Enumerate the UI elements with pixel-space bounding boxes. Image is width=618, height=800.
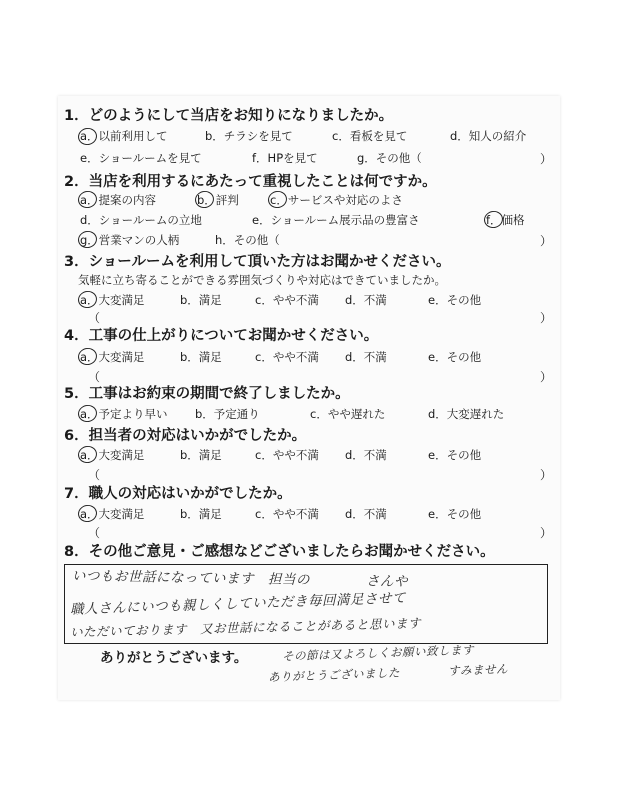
q1-option-a: a．以前利用して [80,129,168,143]
question-5-title: 5．工事はお約束の期間で終了しましたか。 [64,386,350,402]
q1-option-f: f．HPを見て [252,151,318,165]
q3-option-d: d．不満 [345,293,387,307]
handwritten-comment-line-1: いつもお世話になっています 担当の さんや [71,568,409,590]
question-8-title: 8．その他ご意見・ご感想などございましたらお聞かせください。 [64,544,495,560]
q1-option-d: d．知人の紹介 [450,129,527,143]
q7-option-e: e．その他 [428,507,482,521]
handwritten-comment-line-3: いただいております 又お世話になることがあると思います [69,615,422,640]
q2-option-f: f．価格 [486,213,525,227]
q5-option-d: d．大変遅れた [428,407,505,421]
q2-option-g: g．営業マンの人柄 [80,233,180,247]
q6-option-c: c．やや不満 [255,448,319,462]
close-paren: ） [540,311,553,325]
question-6-title: 6．担当者の対応はいかがでしたか。 [64,428,307,444]
open-paren: （ [88,526,101,540]
question-2-title: 2．当店を利用するにあたって重視したことは何ですか。 [64,174,437,190]
q6-option-a: a．大変満足 [80,448,145,462]
q7-option-c: c．やや不満 [255,507,319,521]
q3-option-a: a．大変満足 [80,293,145,307]
q4-option-d: d．不満 [345,350,387,364]
close-paren: ） [540,468,553,482]
close-paren: ） [540,526,553,540]
q2-option-e: e．ショールーム展示品の豊富さ [252,213,420,227]
thanks-text: ありがとうございます。 [100,650,248,666]
q2-option-c: c．サービスや対応のよさ [270,193,403,207]
q2-option-d: d．ショールームの立地 [80,213,202,227]
question-4-title: 4．工事の仕上がりについてお聞かせください。 [64,328,379,344]
q1-option-g: g．その他（ [357,151,422,165]
question-3-subtitle: 気軽に立ち寄ることができる雰囲気づくりや対応はできていましたか。 [78,273,446,287]
handwritten-comment-line-4: その節は又よろしくお願い致します [281,642,475,664]
handwritten-comment-line-2: 職人さんにいつも親しくしていただき毎回満足させて [69,590,407,618]
q4-option-c: c．やや不満 [255,350,319,364]
q5-option-a: a．予定より早い [80,407,168,421]
q7-option-d: d．不満 [345,507,387,521]
q3-option-c: c．やや不満 [255,293,319,307]
q6-option-e: e．その他 [428,448,482,462]
open-paren: （ [88,468,101,482]
q3-option-e: e．その他 [428,293,482,307]
handwritten-comment-line-5: ありがとうございました すみません [267,661,509,685]
close-paren: ） [540,370,553,384]
q7-option-b: b．満足 [180,507,222,521]
q5-option-c: c．やや遅れた [310,407,386,421]
open-paren: （ [88,311,101,325]
q2-option-a: a．提案の内容 [80,193,157,207]
q2-option-b: b．評判 [197,193,239,207]
q4-option-b: b．満足 [180,350,222,364]
open-paren: （ [88,370,101,384]
q6-option-d: d．不満 [345,448,387,462]
q1-option-b: b．チラシを見て [205,129,293,143]
q2-option-h: h．その他（ [215,233,280,247]
q5-option-b: b．予定通り [195,407,260,421]
q3-option-b: b．満足 [180,293,222,307]
q7-option-a: a．大変満足 [80,507,145,521]
question-1-title: 1．どのようにして当店をお知りになりましたか。 [64,108,394,124]
question-7-title: 7．職人の対応はいかがでしたか。 [64,486,292,502]
close-paren: ） [540,152,553,166]
q4-option-e: e．その他 [428,350,482,364]
q1-option-c: c．看板を見て [332,129,408,143]
q4-option-a: a．大変満足 [80,350,145,364]
question-3-title: 3．ショールームを利用して頂いた方はお聞かせください。 [64,254,451,270]
close-paren: ） [540,234,553,248]
q6-option-b: b．満足 [180,448,222,462]
q1-option-e: e．ショールームを見て [80,151,202,165]
